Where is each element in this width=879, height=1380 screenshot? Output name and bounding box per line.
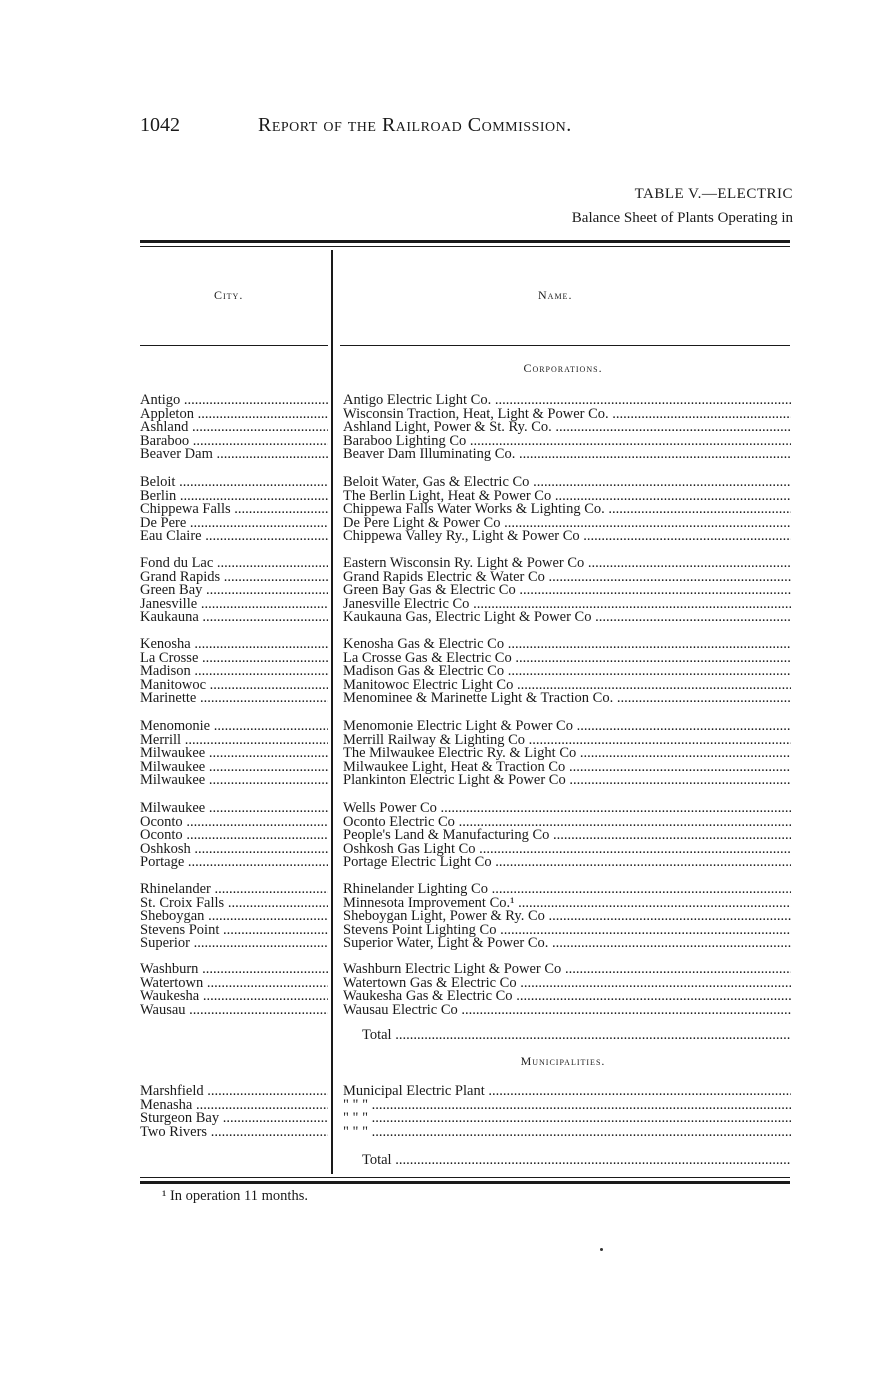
- running-title: Report of the Railroad Commission.: [258, 114, 572, 136]
- city-cell: St. Croix Falls .....: [140, 896, 328, 910]
- company-name-cell: Janesville Electric Co .....: [343, 597, 791, 611]
- city-cell: Sturgeon Bay .....: [140, 1111, 328, 1125]
- city-cell: Appleton .....: [140, 407, 328, 421]
- company-name-cell: Portage Electric Light Co .....: [343, 855, 791, 869]
- city-cell: Marinette .....: [140, 691, 328, 705]
- company-name-cell: Kaukauna Gas, Electric Light & Power Co .....: [343, 610, 791, 624]
- company-name-cell: Oconto Electric Co .....: [343, 815, 791, 829]
- company-name-cell: Chippewa Valley Ry., Light & Power Co .....: [343, 529, 791, 543]
- city-cell: Washburn .....: [140, 962, 328, 976]
- company-name-cell: Stevens Point Lighting Co .....: [343, 923, 791, 937]
- municipality-total-row: Total .....: [362, 1153, 791, 1167]
- company-name-cell: Waukesha Gas & Electric Co .....: [343, 989, 791, 1003]
- city-cell: Ashland .....: [140, 420, 328, 434]
- paper-speck: [600, 1248, 603, 1251]
- header-bottom-rule-name: [340, 345, 790, 346]
- company-name-cell: " " " .....: [343, 1111, 791, 1125]
- city-cell: Milwaukee .....: [140, 773, 328, 787]
- city-cell: Fond du Lac .....: [140, 556, 328, 570]
- city-cell: Oconto .....: [140, 815, 328, 829]
- city-cell: Milwaukee .....: [140, 746, 328, 760]
- company-name-cell: Menomonie Electric Light & Power Co .....: [343, 719, 791, 733]
- company-name-cell: " " " .....: [343, 1125, 791, 1139]
- page-number: 1042: [140, 114, 180, 136]
- city-cell: Janesville .....: [140, 597, 328, 611]
- company-name-cell: Municipal Electric Plant .....: [343, 1084, 791, 1098]
- city-cell: Stevens Point .....: [140, 923, 328, 937]
- city-cell: Milwaukee .....: [140, 760, 328, 774]
- city-cell: Watertown .....: [140, 976, 328, 990]
- company-name-cell: Wisconsin Traction, Heat, Light & Power Co. .....: [343, 407, 791, 421]
- company-name-cell: Beloit Water, Gas & Electric Co .....: [343, 475, 791, 489]
- company-name-cell: Watertown Gas & Electric Co .....: [343, 976, 791, 990]
- city-cell: Green Bay .....: [140, 583, 328, 597]
- city-cell: Kaukauna .....: [140, 610, 328, 624]
- company-name-cell: Manitowoc Electric Light Co .....: [343, 678, 791, 692]
- company-name-cell: Madison Gas & Electric Co .....: [343, 664, 791, 678]
- city-cell: Waukesha .....: [140, 989, 328, 1003]
- section-municipalities: Municipalities.: [520, 1054, 606, 1068]
- company-name-cell: Kenosha Gas & Electric Co .....: [343, 637, 791, 651]
- city-cell: Kenosha .....: [140, 637, 328, 651]
- city-cell: Rhinelander .....: [140, 882, 328, 896]
- company-name-cell: Plankinton Electric Light & Power Co .....: [343, 773, 791, 787]
- company-name-cell: Washburn Electric Light & Power Co .....: [343, 962, 791, 976]
- city-cell: La Crosse .....: [140, 651, 328, 665]
- company-name-cell: Baraboo Lighting Co .....: [343, 434, 791, 448]
- company-name-cell: Wells Power Co .....: [343, 801, 791, 815]
- table-top-rule: [140, 240, 790, 243]
- city-cell: Sheboygan .....: [140, 909, 328, 923]
- city-cell: Baraboo .....: [140, 434, 328, 448]
- city-cell: Milwaukee .....: [140, 801, 328, 815]
- table-top-rule-thin: [140, 246, 790, 247]
- company-name-cell: Merrill Railway & Lighting Co .....: [343, 733, 791, 747]
- company-name-cell: Eastern Wisconsin Ry. Light & Power Co .....: [343, 556, 791, 570]
- city-cell: Chippewa Falls .....: [140, 502, 328, 516]
- company-name-cell: De Pere Light & Power Co .....: [343, 516, 791, 530]
- city-cell: Madison .....: [140, 664, 328, 678]
- city-column-header: City.: [214, 288, 244, 302]
- table-heading: TABLE V.—ELECTRIC: [634, 186, 793, 202]
- city-cell: Antigo .....: [140, 393, 328, 407]
- city-cell: Merrill .....: [140, 733, 328, 747]
- company-name-cell: Superior Water, Light & Power Co. .....: [343, 936, 791, 950]
- company-name-cell: People's Land & Manufacturing Co .....: [343, 828, 791, 842]
- name-column-header: Name.: [538, 288, 573, 302]
- company-name-cell: Beaver Dam Illuminating Co. .....: [343, 447, 791, 461]
- table-bottom-rule-thick: [140, 1181, 790, 1184]
- footnote: ¹ In operation 11 months.: [162, 1188, 308, 1204]
- city-cell: Wausau .....: [140, 1003, 328, 1017]
- company-name-cell: La Crosse Gas & Electric Co .....: [343, 651, 791, 665]
- company-name-cell: Oshkosh Gas Light Co .....: [343, 842, 791, 856]
- company-name-cell: Wausau Electric Co .....: [343, 1003, 791, 1017]
- company-name-cell: Minnesota Improvement Co.¹ .....: [343, 896, 791, 910]
- company-name-cell: Menominee & Marinette Light & Traction Co. .....: [343, 691, 791, 705]
- company-name-cell: Rhinelander Lighting Co .....: [343, 882, 791, 896]
- city-cell: Menasha .....: [140, 1098, 328, 1112]
- section-corporations: Corporations.: [523, 361, 603, 375]
- city-cell: Oconto .....: [140, 828, 328, 842]
- table-bottom-rule: [140, 1177, 790, 1178]
- company-name-cell: The Berlin Light, Heat & Power Co .....: [343, 489, 791, 503]
- city-cell: Grand Rapids .....: [140, 570, 328, 584]
- city-cell: Eau Claire .....: [140, 529, 328, 543]
- company-name-cell: Ashland Light, Power & St. Ry. Co. .....: [343, 420, 791, 434]
- column-divider: [331, 250, 333, 1174]
- city-cell: Superior .....: [140, 936, 328, 950]
- city-cell: Two Rivers .....: [140, 1125, 328, 1139]
- company-name-cell: The Milwaukee Electric Ry. & Light Co .....: [343, 746, 791, 760]
- city-cell: Marshfield .....: [140, 1084, 328, 1098]
- company-name-cell: Grand Rapids Electric & Water Co .....: [343, 570, 791, 584]
- city-cell: Manitowoc .....: [140, 678, 328, 692]
- city-cell: Portage .....: [140, 855, 328, 869]
- company-name-cell: " " " .....: [343, 1098, 791, 1112]
- company-name-cell: Green Bay Gas & Electric Co .....: [343, 583, 791, 597]
- company-name-cell: Milwaukee Light, Heat & Traction Co .....: [343, 760, 791, 774]
- company-name-cell: Chippewa Falls Water Works & Lighting Co. .....: [343, 502, 791, 516]
- city-cell: Menomonie .....: [140, 719, 328, 733]
- city-cell: Oshkosh .....: [140, 842, 328, 856]
- city-cell: De Pere .....: [140, 516, 328, 530]
- header-bottom-rule-city: [140, 345, 328, 346]
- company-name-cell: Antigo Electric Light Co. .....: [343, 393, 791, 407]
- corporation-total-row: Total .....: [362, 1028, 791, 1042]
- table-subheading: Balance Sheet of Plants Operating in: [571, 210, 793, 226]
- company-name-cell: Sheboygan Light, Power & Ry. Co .....: [343, 909, 791, 923]
- city-cell: Beloit .....: [140, 475, 328, 489]
- running-head: [140, 114, 800, 138]
- city-cell: Beaver Dam .....: [140, 447, 328, 461]
- city-cell: Berlin .....: [140, 489, 328, 503]
